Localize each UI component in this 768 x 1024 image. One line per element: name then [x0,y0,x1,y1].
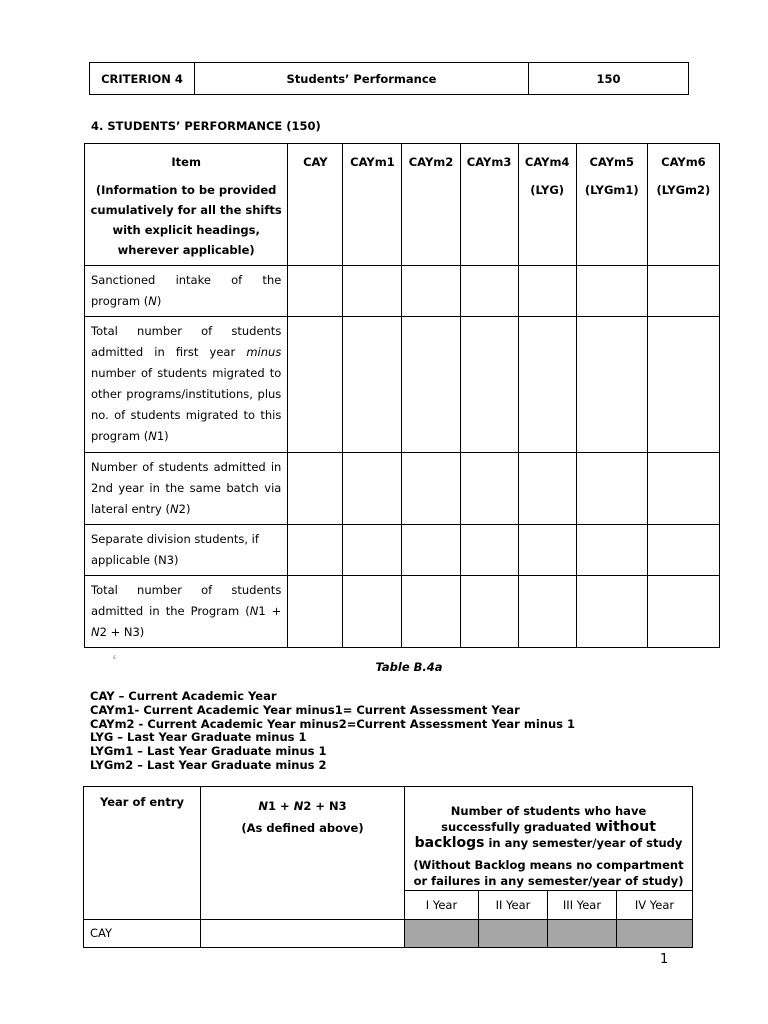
year-header [647,144,719,266]
row-item-label [85,317,288,453]
criterion-label: CRITERION 4 [90,63,195,95]
row-text-italic: minus [246,345,282,359]
row-text-italic: N [148,429,157,443]
n-formula-text: 1 + [268,799,294,813]
graduated-text: Number of students who have successfully graduated [441,804,647,834]
data-cell[interactable] [518,576,576,648]
data-cell[interactable] [647,576,719,648]
year-header [343,144,402,266]
shaded-cell [405,920,479,948]
data-cell[interactable] [576,266,647,317]
year-header [576,144,647,266]
year-column-header: IV Year [617,891,693,920]
year-column-header: I Year [405,891,479,920]
abbreviation-item: LYG – Last Year Graduate minus 1 [90,730,307,745]
graduated-header [405,787,693,891]
data-cell[interactable] [518,525,576,576]
data-cell[interactable] [201,920,405,948]
criterion-header-table [89,62,689,95]
year-header-alt: (LYGm1) [584,183,639,197]
row-text: 1) [156,429,169,443]
data-cell[interactable] [460,525,518,576]
graduated-text: in any semester/year of study [484,836,683,850]
abbreviation-list [90,690,575,773]
row-item-label [85,266,288,317]
row-text: 2 + N3) [99,625,145,639]
year-header-alt: (LYGm2) [656,183,711,197]
row-text: ) [156,294,162,308]
section-heading: 4. STUDENTS’ PERFORMANCE (150) [91,119,321,133]
row-item-label: Separate division students, if applicable (N3) [85,525,288,576]
n-formula [201,795,404,817]
data-cell[interactable] [647,525,719,576]
row-text-italic: N [148,294,157,308]
data-cell[interactable] [518,266,576,317]
data-cell[interactable] [518,453,576,525]
abbreviation-item: LYGm1 – Last Year Graduate minus 1 [90,744,327,759]
year-header-label: CAYm1 [350,155,395,169]
year-of-entry-header: Year of entry [84,787,201,920]
abbreviation-item: CAYm1- Current Academic Year minus1= Current Assessment Year [90,702,520,717]
data-cell[interactable] [288,453,343,525]
table-caption: Table B.4a [375,660,443,674]
row-text: Total number of students admitted in the Program ( [91,583,282,618]
row-text-italic: N [249,604,259,618]
backlog-note: (Without Backlog means no compartment or failures in any semester/year of study) [413,858,684,888]
criterion-title: Students’ Performance [195,63,529,95]
data-cell[interactable] [647,266,719,317]
criterion-marks: 150 [529,63,689,95]
data-cell[interactable] [343,576,402,648]
data-cell[interactable] [288,317,343,453]
data-cell[interactable] [343,317,402,453]
n-formula-text: 2 + N3 [303,799,347,813]
data-cell[interactable] [343,525,402,576]
row-text: 1 + [258,604,282,618]
year-header-label: CAYm6 [661,155,706,169]
item-header [85,144,288,266]
data-cell[interactable] [576,576,647,648]
data-cell[interactable] [343,266,402,317]
row-item-label [85,453,288,525]
graduated-title [411,803,686,851]
shaded-cell [479,920,548,948]
year-header-label: CAYm5 [589,155,635,169]
n-formula-italic: N [258,799,269,813]
row-text: Total number of students admitted in first year [91,324,282,359]
row-item-label [85,576,288,648]
year-header [460,144,518,266]
data-cell[interactable] [518,317,576,453]
abbreviation-item: LYGm2 – Last Year Graduate minus 2 [90,757,327,772]
data-cell[interactable] [402,453,460,525]
criterion-header-row [90,63,689,95]
row-text: Number of students admitted in 2nd year in the same batch via lateral entry ( [91,460,282,516]
as-defined-note: (As defined above) [241,821,364,835]
data-cell[interactable] [647,453,719,525]
graduated-emphasis: without backlogs [414,819,656,851]
data-cell[interactable] [288,266,343,317]
data-cell[interactable] [460,266,518,317]
data-cell[interactable] [402,266,460,317]
year-header [288,144,343,266]
table-row-cay [84,920,693,948]
row-text: 2) [178,502,191,516]
year-header [402,144,460,266]
abbreviation-item: CAYm2 - Current Academic Year minus2=Current Assessment Year minus 1 [90,716,575,731]
data-cell[interactable] [402,525,460,576]
year-header-label: CAYm3 [466,155,512,169]
data-cell[interactable] [343,453,402,525]
data-cell[interactable] [288,576,343,648]
n-formula-italic: N [293,799,304,813]
page-number: 1 [660,952,669,967]
intake-header-row [85,144,720,266]
shaded-cell [548,920,617,948]
grad-header-row [84,787,693,891]
data-cell[interactable] [576,317,647,453]
year-header-label: CAY [303,155,328,169]
item-header-subtitle: (Information to be provided cumulatively for all the shifts with explicit headings, wherever applicable) [90,183,282,257]
row-text: number of students migrated to other programs/institutions, plus no. of students migrated to this program ( [91,366,282,443]
data-cell[interactable] [402,317,460,453]
shaded-cell [617,920,693,948]
year-header-alt: (LYG) [530,183,565,197]
n-formula-header [201,787,405,920]
data-cell[interactable] [647,317,719,453]
intake-table [84,143,720,648]
table-row-first-year-admitted [85,317,720,453]
stray-mark: ε [113,654,117,661]
year-header-label: CAYm4 [524,155,570,169]
year-column-header: II Year [479,891,548,920]
row-text: Sanctioned intake of the program ( [91,273,282,308]
table-row-total-admitted [85,576,720,648]
data-cell[interactable] [576,453,647,525]
table-row-separate-division [85,525,720,576]
data-cell[interactable] [460,576,518,648]
abbreviation-item: CAY – Current Academic Year [90,689,277,703]
item-header-title: Item [171,155,201,169]
year-header [518,144,576,266]
data-cell[interactable] [576,525,647,576]
data-cell[interactable] [460,317,518,453]
table-row-lateral-entry [85,453,720,525]
row-text-italic: N [170,502,179,516]
data-cell[interactable] [288,525,343,576]
data-cell[interactable] [460,453,518,525]
year-column-header: III Year [548,891,617,920]
graduation-table [83,786,693,948]
row-text-italic: N [91,625,100,639]
table-row-sanctioned-intake [85,266,720,317]
data-cell[interactable] [402,576,460,648]
row-year-label: CAY [84,920,201,948]
year-header-label: CAYm2 [408,155,454,169]
